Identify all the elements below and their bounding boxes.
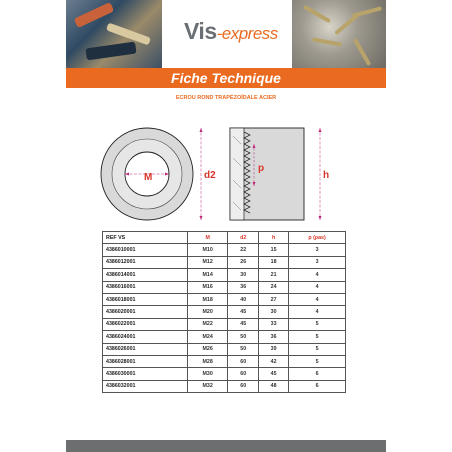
table-cell: 60 xyxy=(228,355,259,367)
table-cell: 26 xyxy=(228,256,259,268)
tool-shape xyxy=(85,42,136,61)
table-row xyxy=(103,318,346,330)
table-row xyxy=(103,256,346,268)
technical-drawing xyxy=(90,118,360,228)
table-cell: M26 xyxy=(188,343,228,355)
table-cell: 5 xyxy=(289,318,346,330)
table-cell: M28 xyxy=(188,355,228,367)
screws-photo xyxy=(292,0,386,68)
table-cell: M12 xyxy=(188,256,228,268)
label-m: M xyxy=(144,172,153,183)
table-cell: 30 xyxy=(259,306,289,318)
table-cell: 3 xyxy=(289,244,346,256)
table-cell: 4386018001 xyxy=(103,293,188,305)
table-cell: 42 xyxy=(259,355,289,367)
table-cell: 4 xyxy=(289,306,346,318)
table-row xyxy=(103,269,346,281)
table-cell: M30 xyxy=(188,368,228,380)
header-ref: REF VS xyxy=(103,232,188,244)
label-d2: d2 xyxy=(204,170,216,181)
table-cell: M16 xyxy=(188,281,228,293)
spec-table xyxy=(102,231,346,393)
screw-shape xyxy=(312,37,342,46)
tools-photo xyxy=(66,0,162,68)
table-cell: 6 xyxy=(289,380,346,392)
table-cell: 45 xyxy=(228,306,259,318)
header-m: M xyxy=(188,232,228,244)
table-cell: M20 xyxy=(188,306,228,318)
table-cell: 6 xyxy=(289,368,346,380)
table-cell: 4386020001 xyxy=(103,306,188,318)
title-bar xyxy=(66,68,386,88)
table-cell: 33 xyxy=(259,318,289,330)
table-cell: 50 xyxy=(228,331,259,343)
footer-bar xyxy=(66,440,386,452)
table-cell: 5 xyxy=(289,331,346,343)
table-cell: 39 xyxy=(259,343,289,355)
header-h: h xyxy=(259,232,289,244)
table-row xyxy=(103,380,346,392)
brand-logo: Vis-express xyxy=(184,18,278,44)
table-cell: 5 xyxy=(289,343,346,355)
table-cell: 3 xyxy=(289,256,346,268)
table-cell: 60 xyxy=(228,368,259,380)
table-row xyxy=(103,368,346,380)
table-cell: 5 xyxy=(289,355,346,367)
table-cell: 4386028001 xyxy=(103,355,188,367)
page-title: Fiche Technique xyxy=(171,70,281,86)
screw-shape xyxy=(353,38,371,66)
table-cell: 60 xyxy=(228,380,259,392)
table-cell: 21 xyxy=(259,269,289,281)
table-cell: 4386026001 xyxy=(103,343,188,355)
table-cell: 18 xyxy=(259,256,289,268)
table-cell: M10 xyxy=(188,244,228,256)
table-cell: 48 xyxy=(259,380,289,392)
table-cell: 4 xyxy=(289,269,346,281)
table-row xyxy=(103,355,346,367)
table-cell: 4 xyxy=(289,281,346,293)
table-cell: 4386032001 xyxy=(103,380,188,392)
table-cell: 4386012001 xyxy=(103,256,188,268)
table-row xyxy=(103,331,346,343)
table-cell: 27 xyxy=(259,293,289,305)
table-row xyxy=(103,343,346,355)
table-cell: 36 xyxy=(259,331,289,343)
header-pitch: p (pas) xyxy=(289,232,346,244)
table-row xyxy=(103,293,346,305)
table-cell: 4386016001 xyxy=(103,281,188,293)
table-cell: M18 xyxy=(188,293,228,305)
table-cell: 40 xyxy=(228,293,259,305)
table-cell: M22 xyxy=(188,318,228,330)
table-row xyxy=(103,244,346,256)
table-cell: M32 xyxy=(188,380,228,392)
table-cell: 4386030001 xyxy=(103,368,188,380)
table-cell: 15 xyxy=(259,244,289,256)
label-p: p xyxy=(258,163,265,174)
screw-shape xyxy=(352,6,382,18)
table-cell: M24 xyxy=(188,331,228,343)
table-cell: 4386024001 xyxy=(103,331,188,343)
table-cell: 4386014001 xyxy=(103,269,188,281)
table-cell: 50 xyxy=(228,343,259,355)
screw-shape xyxy=(303,5,331,23)
label-h: h xyxy=(323,170,330,181)
table-cell: 30 xyxy=(228,269,259,281)
table-row xyxy=(103,281,346,293)
table-header-row xyxy=(103,232,346,244)
table-cell: 45 xyxy=(228,318,259,330)
table-cell: 22 xyxy=(228,244,259,256)
table-cell: 36 xyxy=(228,281,259,293)
table-cell: 4386010001 xyxy=(103,244,188,256)
table-cell: 4 xyxy=(289,293,346,305)
table-cell: 24 xyxy=(259,281,289,293)
table-cell: M14 xyxy=(188,269,228,281)
product-subtitle: ECROU ROND TRAPÉZOÏDALE ACIER xyxy=(175,95,277,101)
header-d2: d2 xyxy=(228,232,259,244)
table-row xyxy=(103,306,346,318)
table-cell: 45 xyxy=(259,368,289,380)
table-cell: 4386022001 xyxy=(103,318,188,330)
